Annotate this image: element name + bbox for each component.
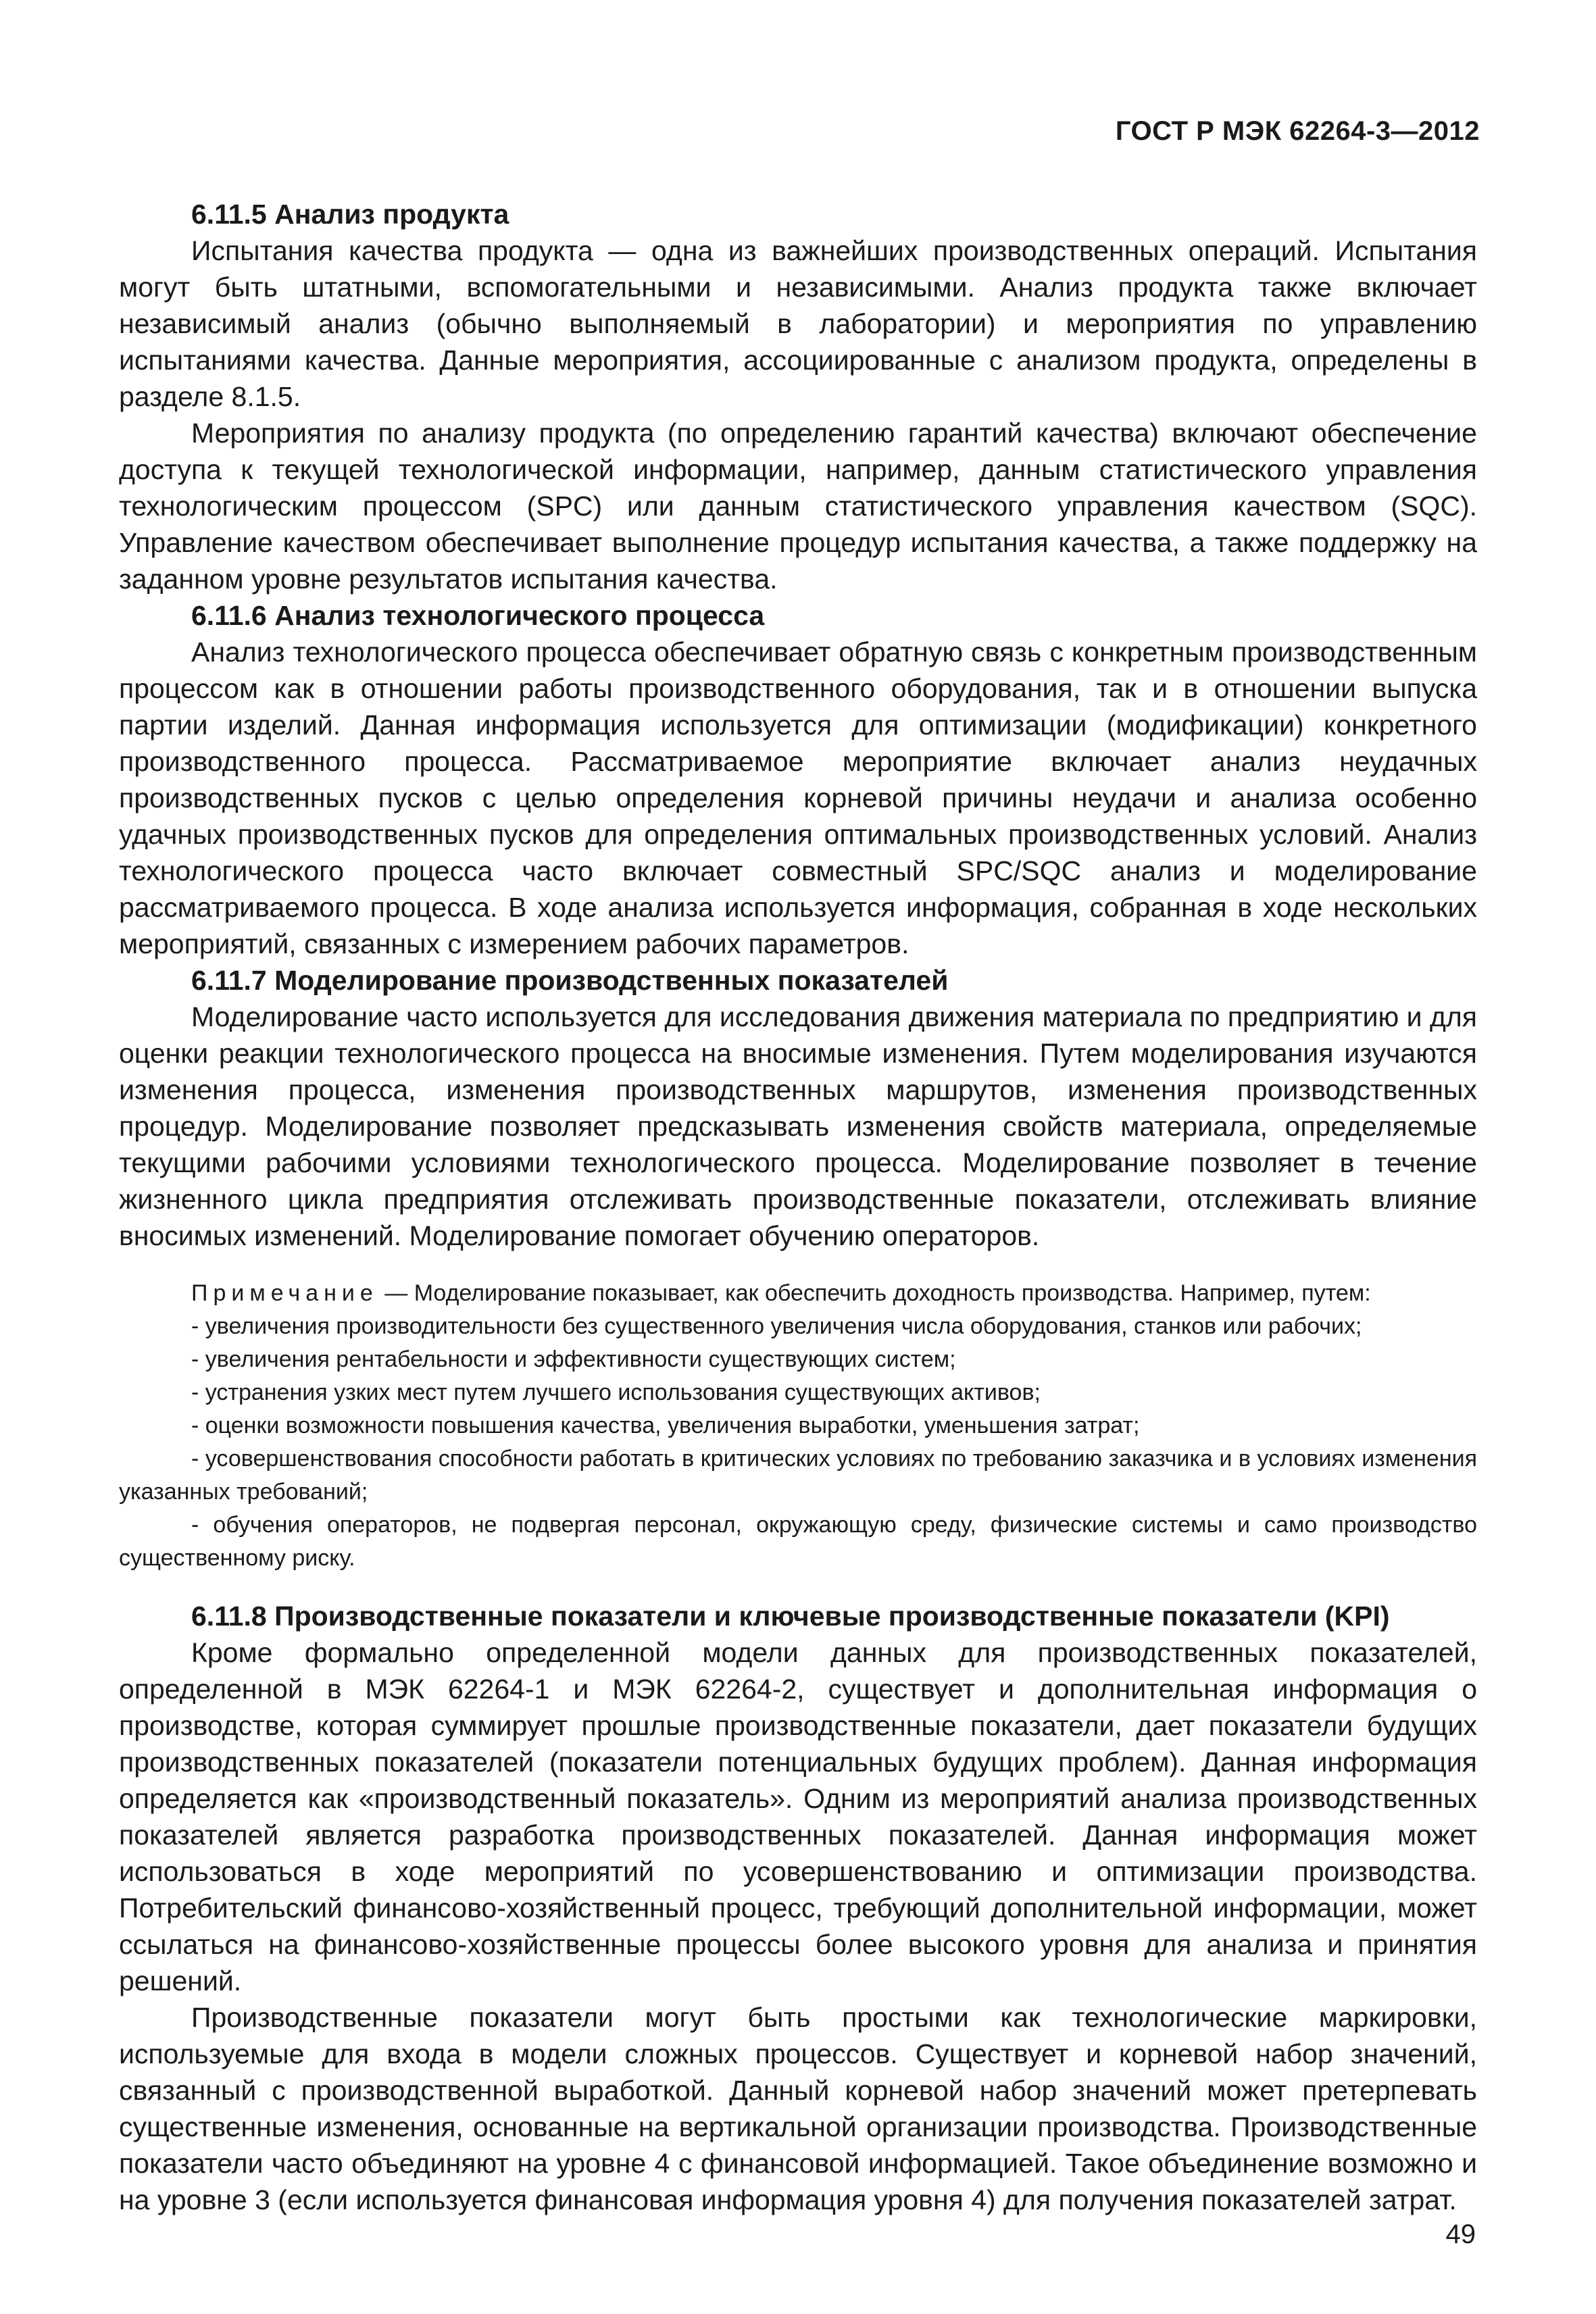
section-product-analysis [119,196,1477,597]
note-list-item: - устранения узких мест путем лучшего использования существующих активов; [191,1380,1041,1405]
paragraph: Моделирование часто используется для исследования движения материала по предприятию и для оценки реакции технологического процесса на вносимые изменения. Путем моделирования изучаются изменения процесса, изменения производственных маршрутов, изменения производственных процедур. Моделирование позволяет предсказывать изменения свойств материала, определяемые текущими рабочими условиями технологического процесса. Моделирование позволяет в течение жизненного цикла предприятия отслеживать производственные показатели, отслеживать влияние вносимых изменений. Моделирование помогает обучению операторов. [119,1001,1477,1251]
section-heading: 6.11.5 Анализ продукта [191,199,509,230]
section-heading: 6.11.8 Производственные показатели и ключевые производственные показатели (KPI) [191,1601,1390,1632]
note-block [119,1277,1477,1575]
section-process-analysis [119,597,1477,962]
section-heading: 6.11.7 Моделирование производственных показателей [191,965,949,996]
note-label: Примечание [191,1280,378,1306]
note-list-item: - увеличения рентабельности и эффективности существующих систем; [191,1347,956,1372]
note-list-item: - оценки возможности повышения качества, увеличения выработки, уменьшения затрат; [191,1413,1140,1438]
note-intro [119,1277,1477,1310]
note-list-item: - обучения операторов, не подвергая персонал, окружающую среду, физические системы и само производство существенному риску. [119,1512,1477,1571]
paragraph: Производственные показатели могут быть простыми как технологические маркировки, используемые для входа в модели сложных процессов. Существует и корневой набор значений, связанный с производственной выработкой. Данный корневой набор значений может претерпевать существенные изменения, основанные на вертикальной организации производства. Производственные показатели часто объединяют на уровне 4 с финансовой информацией. Такое объединение возможно и на уровне 3 (если используется финансовая информация уровня 4) для получения показателей затрат. [119,2002,1477,2215]
paragraph: Кроме формально определенной модели данных для производственных показателей, определенной в МЭК 62264-1 и МЭК 62264-2, существует и дополнительная информация о производстве, которая суммирует прошлые производственные показатели, дает показатели будущих производственных показателей (показатели потенциальных будущих проблем). Данная информация определяется как «производственный показатель». Одним из мероприятий анализа производственных показателей является разработка производственных показателей. Данная информация может использоваться в ходе мероприятий по усовершенствованию и оптимизации производства. Потребительский финансово-хозяйственный процесс, требующий дополнительной информации, может ссылаться на финансово-хозяйственные процессы более высокого уровня для анализа и принятия решений. [119,1637,1477,1996]
note-list-item: - увеличения производительности без существенного увеличения числа оборудования, станков или рабочих; [191,1313,1362,1339]
document-header: ГОСТ Р МЭК 62264-3—2012 [1115,116,1480,146]
spacer [119,1575,1477,1598]
section-heading: 6.11.6 Анализ технологического процесса [191,600,765,631]
paragraph: Анализ технологического процесса обеспечивает обратную связь с конкретным производственным процессом как в отношении работы производственного оборудования, так и в отношении выпуска партии изделий. Данная информация используется для оптимизации (модификации) конкретного производственного процесса. Рассматриваемое мероприятие включает анализ неудачных производственных пусков с целью определения корневой причины неудачи и анализа особенно удачных производственных пусков для определения оптимальных производственных условий. Анализ технологического процесса часто включает совместный SPC/SQC анализ и моделирование рассматриваемого процесса. В ходе анализа используется информация, собранная в ходе нескольких мероприятий, связанных с измерением рабочих параметров. [119,636,1477,959]
page-number: 49 [1445,2219,1476,2249]
section-kpi [119,1598,1477,2218]
section-simulation [119,962,1477,1254]
paragraph: Мероприятия по анализу продукта (по определению гарантий качества) включают обеспечение доступа к текущей технологической информации, например, данным статистического управления технологическим процессом (SPC) или данным статистического управления качеством (SQC). Управление качеством обеспечивает выполнение процедур испытания качества, а также поддержку на заданном уровне результатов испытания качества. [119,418,1477,595]
note-list-item: - усовершенствования способности работать в критических условиях по требованию заказчика и в условиях изменения указанных требований; [119,1446,1477,1505]
page-content [119,196,1477,2218]
paragraph: Испытания качества продукта — одна из важнейших производственных операций. Испытания могут быть штатными, вспомогательными и независимыми. Анализ продукта также включает независимый анализ (обычно выполняемый в лаборатории) и мероприятия по управлению испытаниями качества. Данные мероприятия, ассоциированные с анализом продукта, определены в разделе 8.1.5. [119,235,1477,412]
note-text: — Моделирование показывает, как обеспечить доходность производства. Например, путем: [384,1280,1371,1306]
